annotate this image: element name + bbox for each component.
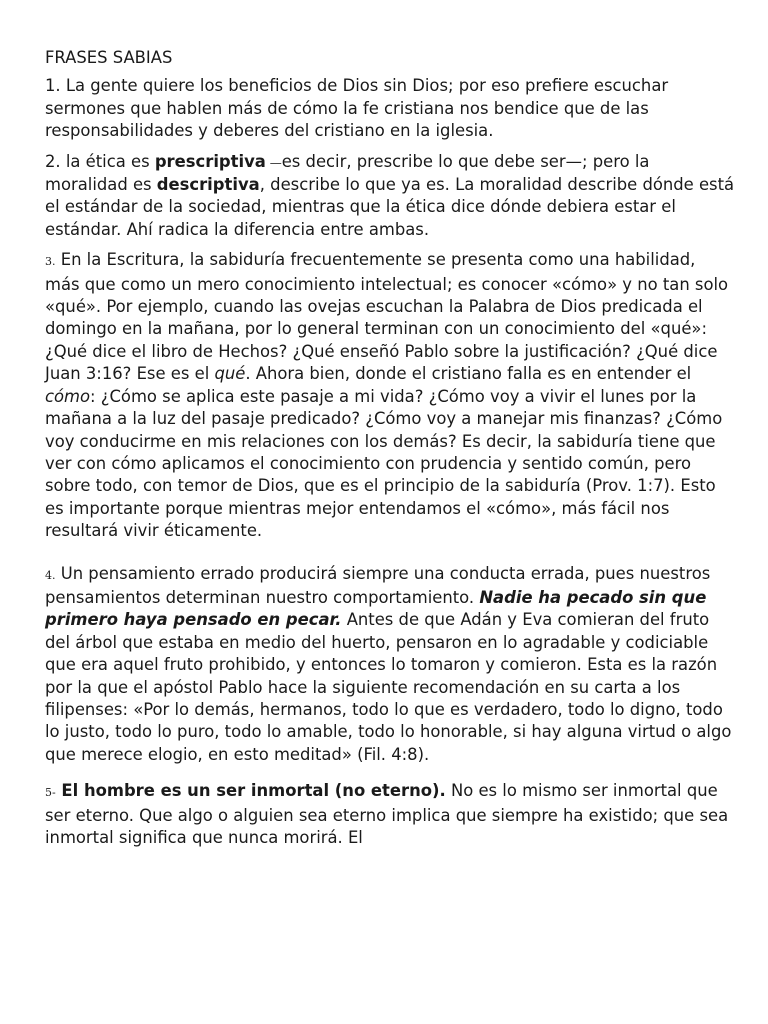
p5-bold-heading: El hombre es un ser inmortal (no eterno). [55,781,446,801]
p2-text-2: es decir, prescribe lo que debe ser—; pero la moralidad es [45,151,650,195]
p2-bold-descriptiva: descriptiva [156,175,260,195]
p2-dash: — [265,155,282,170]
document-page [45,47,735,857]
p4-number: 4. [45,568,56,582]
paragraph-2 [45,151,735,242]
p4-bold-italic-quote: Nadie ha pecado sin que primero haya pensado en pecar. [45,587,707,630]
paragraph-4 [45,563,735,767]
p3-text-1: En la Escritura, la sabiduría frecuentemente se presenta como una habilidad, más que como un mero conocimiento intelectual; es conocer «cómo» y no tan solo «qué». Por ejemplo, cuando las ovejas escuchan la Palabra de Dios predicada el domingo en la mañana, por lo general terminan con un conocimiento del «qué»: ¿Qué dice el libro de Hechos? ¿Qué enseñó Pablo sobre la justificación? ¿Qué dice Juan 3:16? Ese es el [45,250,729,384]
p4-text-1: Un pensamiento errado producirá siempre una conducta errada, pues nuestros pensamientos determinan nuestro comportamiento. [45,563,711,607]
paragraph-1: 1. La gente quiere los beneficios de Dios sin Dios; por eso prefiere escuchar sermones que hablen más de cómo la fe cristiana nos bendice que de las responsabilidades y deberes del cristiano en la iglesia. [45,76,669,141]
document-title: FRASES SABIAS [45,48,173,67]
paragraph-3 [45,249,735,542]
p3-italic-que: qué [214,364,246,384]
p5-text-1: No es lo mismo ser inmortal que ser eterno. Que algo o alguien sea eterno implica que siempre ha existido; que sea inmortal significa que nunca morirá. El [45,781,729,847]
p2-text-3: , describe lo que ya es. La moralidad describe dónde está el estándar de la sociedad, mientras que la ética dice dónde debiera estar el estándar. Ahí radica la diferencia entre ambas. [45,175,735,239]
p2-bold-prescriptiva: prescriptiva [154,151,266,171]
p3-number: 3. [45,255,56,269]
p4-text-2: Antes de que Adán y Eva comieran del fruto del árbol que estaba en medio del huerto, pensaron en lo agradable y codiciable que era aquel fruto prohibido, y entonces lo tomaron y comieron. Esta es la razón por la que el apóstol Pablo hace la siguiente recomendación en su carta a los filipenses: «Por lo demás, hermanos, todo lo que es verdadero, todo lo digno, todo lo justo, todo lo puro, todo lo amable, todo lo honorable, si hay alguna virtud o algo que merece elogio, en esto meditad» (Fil. 4:8). [45,610,732,764]
p3-italic-como: cómo [45,386,91,406]
p3-text-2: . Ahora bien, donde el cristiano falla es en entender el [245,364,692,384]
paragraph-5 [45,780,735,849]
p5-number: 5- [45,786,56,800]
p2-text-1: 2. la ética es [45,151,155,171]
p3-text-3: : ¿Cómo se aplica este pasaje a mi vida? ¿Cómo voy a vivir el lunes por la mañana a la luz del pasaje predicado? ¿Cómo voy a manejar mis finanzas? ¿Cómo voy conducirme en mis relaciones con los demás? Es decir, la sabiduría tiene que ver con cómo aplicamos el conocimiento con prudencia y sentido común, pero sobre todo, con temor de Dios, que es el principio de la sabiduría (Prov. 1:7). Esto es importante porque mientras mejor entendamos el «cómo», más fácil nos resultará vivir éticamente. [45,386,723,541]
